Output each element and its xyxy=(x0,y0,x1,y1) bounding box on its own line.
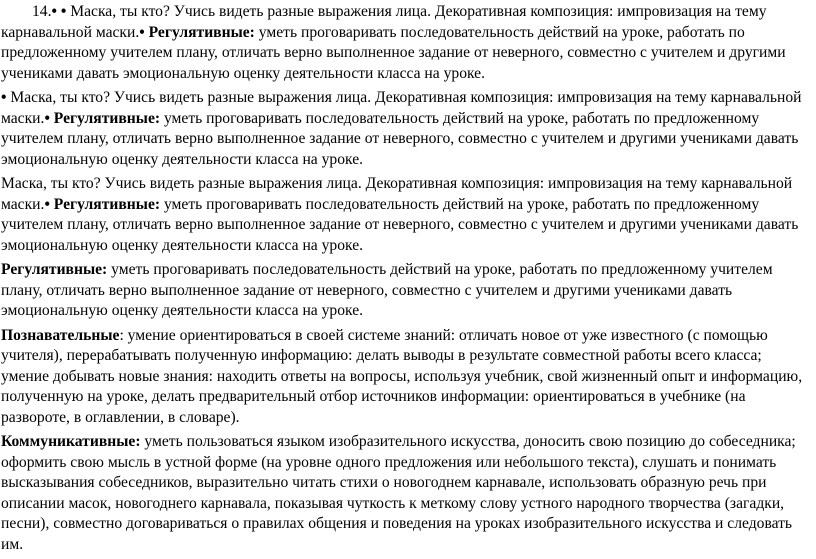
paragraph-repeat-1 xyxy=(1,88,806,170)
regulatory-text: уметь проговаривать последовательность действий на уроке, работать по предложенному учителем плану, отличать верно выполненное задание от неверного, совместно с учителем и другими учениками давать эмоциональную оценку деятельности класса на уроке. xyxy=(1,109,799,168)
regulatory-heading: Регулятивные: xyxy=(49,195,161,213)
regulatory-heading: Регулятивные: xyxy=(144,23,255,41)
regulatory-heading: Регулятивные: xyxy=(49,109,161,127)
bullet-icon: • xyxy=(44,195,50,213)
communicative-heading: Коммуникативные: xyxy=(1,433,141,450)
regulatory-text: уметь проговаривать последовательность действий на уроке, работать по предложенному учителем плану, отличать верно выполненное задание от неверного, совместно с учителем и другими учениками давать эмоциональную оценку деятельности класса на уроке. xyxy=(1,261,773,319)
bullet-icon: • xyxy=(60,3,67,20)
regulatory-text: уметь проговаривать последовательность действий на уроке, работать по предложенному учителем плану, отличать верно выполненное задание от неверного, совместно с учителем и другими учениками давать эмоциональную оценку деятельности класса на уроке. xyxy=(1,23,786,82)
bullet-icon: • xyxy=(139,23,145,41)
bullet-icon: • xyxy=(44,109,50,127)
regulatory-text: уметь проговаривать последовательность действий на уроке, работать по предложенному учителем плану, отличать верно выполненное задание от неверного, совместно с учителем и другими учениками давать эмоциональную оценку деятельности класса на уроке. xyxy=(1,195,799,254)
paragraph-lesson-14 xyxy=(1,2,806,84)
paragraph-communicative xyxy=(1,432,806,555)
regulatory-heading: Регулятивные: xyxy=(1,261,108,278)
bullet-icon: • xyxy=(1,89,7,106)
paragraph-repeat-2 xyxy=(1,174,806,256)
communicative-text: уметь пользоваться языком изобразительного искусства, доносить свою позицию до собеседника; оформить свою мысль в устной форме (на уровне одного предложения или небольшого текста), слушать и понимать высказывания собеседников, выразительно читать стихи о новогоднем карнавале, использовать образную речь при описании масок, новогоднего карнавала, показывая чуткость к меткому слову устного народного творчества (загадки, песни), совместно договариваться о правилах общения и поведения на уроках изобразительного искусства и следовать им. xyxy=(1,433,796,553)
cognitive-heading: Познавательные xyxy=(1,326,120,344)
lesson-number: 14. xyxy=(32,3,52,20)
lesson-topic-text: Маска, ты кто? Учись видеть разные выражения лица. Декоративная композиция: импровизация на тему карнавальной маски. xyxy=(1,3,767,41)
paragraph-regulatory xyxy=(1,260,806,322)
bullet-icon: • xyxy=(51,3,57,20)
cognitive-text: : умение ориентироваться в своей системе знаний: отличать новое от уже известного (с помощью учителя), перерабатывать полученную информацию: делать выводы в результате совместной работы всего класса; умение добывать новые знания: находить ответы на вопросы, используя учебник, свой жизненный опыт и информацию, полученную на уроке, делать предварительный отбор источников информации: ориентироваться в учебнике (на развороте, в оглавлении, в словаре). xyxy=(1,326,803,426)
lesson-topic-text: Маска, ты кто? Учись видеть разные выражения лица. Декоративная композиция: импровизация на тему карнавальной маски. xyxy=(1,89,802,127)
lesson-topic-text: Маска, ты кто? Учись видеть разные выражения лица. Декоративная композиция: импровизация на тему карнавальной маски. xyxy=(1,175,793,213)
paragraph-cognitive xyxy=(1,326,806,429)
